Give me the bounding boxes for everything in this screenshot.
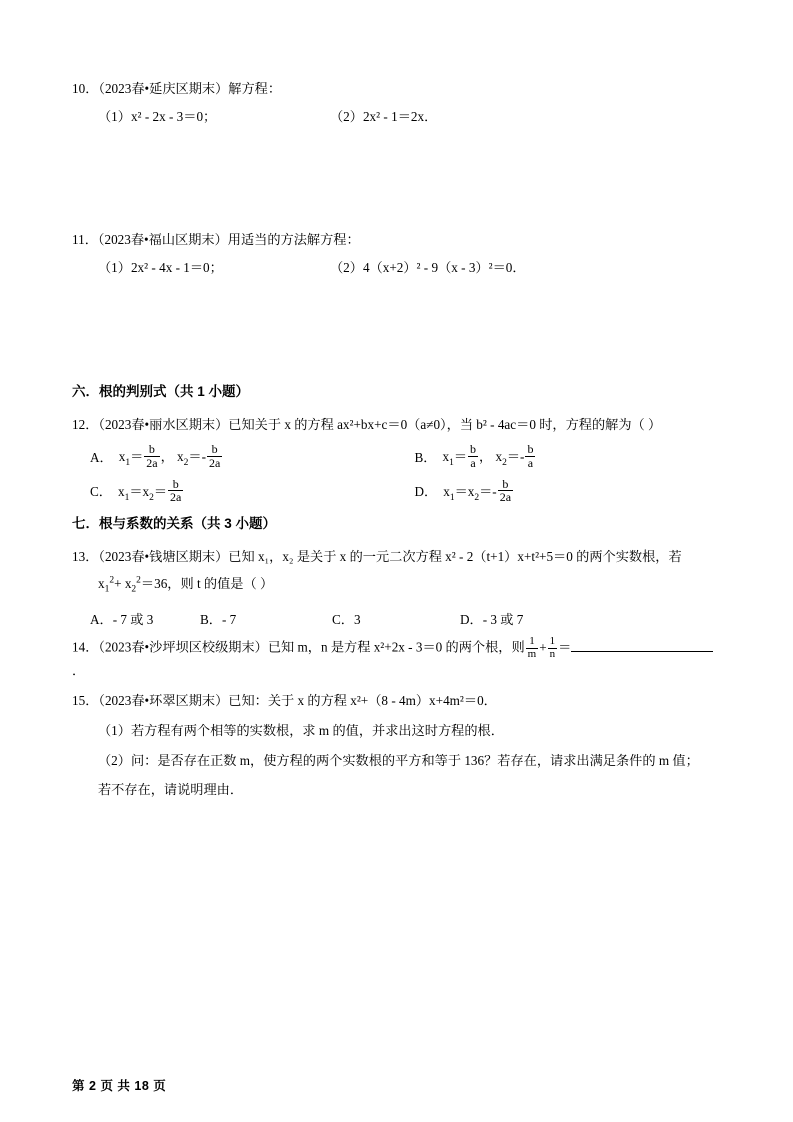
question-12-option-c-label: C． xyxy=(90,484,112,500)
question-14-number: 14． xyxy=(72,639,99,655)
footer-prefix: 第 xyxy=(72,1079,86,1093)
question-12-source: （2023春•丽水区期末） xyxy=(98,416,229,432)
question-13-option-d[interactable]: D．- 3 或 7 xyxy=(460,612,524,628)
footer-mid: 页 共 xyxy=(100,1079,131,1093)
question-13-line2-tail: ＝36，则 t 的值是（ ） xyxy=(140,575,274,591)
question-12-number: 12． xyxy=(72,416,99,432)
section-heading-6: 六．根的判别式（共 1 小题） xyxy=(72,383,250,399)
section-heading-7: 七．根与系数的关系（共 3 小题） xyxy=(72,515,277,531)
question-11-source: （2023春•福山区期末） xyxy=(97,231,228,247)
footer-total-pages: 18 xyxy=(134,1079,150,1093)
question-15-sub2-line1: （2）问：是否存在正数 m，使方程的两个实数根的平方和等于 136？若存在，请求出满足条件的 m 值； xyxy=(98,752,699,768)
question-15-source: （2023春•环翠区期末） xyxy=(98,693,229,709)
question-14-source: （2023春•沙坪坝区校级期末） xyxy=(98,639,268,655)
question-14-expression: $\frac{1}{m}$ + $\frac{1}{n}$ xyxy=(527,635,556,660)
question-15-sub1: （1）若方程有两个相等的实数根，求 m 的值，并求出这时方程的根． xyxy=(98,722,504,738)
answer-space-11 xyxy=(72,276,721,380)
question-14-text: 已知 m，n 是方程 x²+2x - 3＝0 的两个根，则 xyxy=(267,639,525,655)
question-13-option-b[interactable]: B．- 7 xyxy=(200,612,237,628)
question-12-option-a[interactable] xyxy=(72,443,397,469)
question-14-text-tail: ＝ xyxy=(558,639,572,655)
question-12-option-b[interactable] xyxy=(397,443,722,469)
question-13-options xyxy=(72,609,721,628)
footer-page-number: 2 xyxy=(89,1079,97,1093)
question-11-subparts xyxy=(72,257,721,276)
question-10-text: 解方程： xyxy=(228,81,282,96)
answer-space-10 xyxy=(72,125,721,229)
question-10-source: （2023春•延庆区期末） xyxy=(98,81,229,96)
question-12-option-a-label: A． xyxy=(90,449,113,465)
question-13-line2 xyxy=(72,568,721,600)
question-10 xyxy=(72,78,721,100)
question-12-option-d[interactable] xyxy=(397,478,722,504)
question-11 xyxy=(72,229,721,251)
question-13-text: 已知 x₁，x₂ 是关于 x 的一元二次方程 x² - 2（t+1）x+t²+5＝0 的两个实数根，若 xyxy=(228,548,682,564)
question-12-option-a-expr: $x_1=$ $\frac{b}{2a}$ ， $x_2=-$ $\frac{b}{2a}$ xyxy=(118,442,221,470)
question-12-option-c-expr: $x_1=x_2=$ $\frac{b}{2a}$ xyxy=(117,476,182,505)
question-11-text: 用适当的方法解方程： xyxy=(227,231,360,247)
question-13-expression: $x_1^2+ x_2^2$ xyxy=(98,575,141,595)
question-11-sub1: （1）2x² - 4x - 1＝0； xyxy=(98,259,223,275)
question-10-subparts xyxy=(72,106,721,125)
question-12-options-row-1 xyxy=(72,443,721,469)
question-12-options-row-2 xyxy=(72,478,721,504)
question-12-option-d-label: D． xyxy=(414,484,438,500)
question-13-source: （2023春•钱塘区期末） xyxy=(98,548,229,564)
question-12-option-d-expr: $x_1=x_2=-$ $\frac{b}{2a}$ xyxy=(443,476,512,505)
question-11-number: 11． xyxy=(72,231,98,247)
question-14 xyxy=(72,636,721,682)
question-12-option-b-label: B． xyxy=(414,449,437,465)
question-12-text: 已知关于 x 的方程 ax²+bx+c＝0（a≠0），当 b² - 4ac＝0 时，方程的解为（ ） xyxy=(228,416,662,432)
question-15-sub2-line2: 若不存在，请说明理由． xyxy=(98,782,244,798)
question-13-option-c[interactable]: C．3 xyxy=(332,612,361,628)
question-13-number: 13． xyxy=(72,548,99,564)
question-11-sub2: （2）4（x+2）² - 9（x - 3）²＝0． xyxy=(330,259,526,275)
question-12-option-c[interactable] xyxy=(72,478,397,504)
question-10-sub1: （1）x² - 2x - 3＝0； xyxy=(98,108,217,124)
question-15 xyxy=(72,690,721,712)
question-12-option-b-expr: $x_1=$ $\frac{b}{a}$ ， $x_2=-$ $\frac{b}{a}$ xyxy=(442,442,534,470)
question-14-end: ． xyxy=(72,663,86,679)
question-13 xyxy=(72,546,721,568)
question-15-number: 15． xyxy=(72,693,99,709)
page-footer xyxy=(72,1076,166,1094)
question-15-text: 已知：关于 x 的方程 x²+（8 - 4m）x+4m²＝0． xyxy=(228,693,497,709)
question-12 xyxy=(72,414,721,436)
question-10-sub2: （2）2x² - 1＝2x． xyxy=(330,108,438,124)
question-10-number: 10． xyxy=(72,81,99,96)
question-13-option-a[interactable]: A．- 7 或 3 xyxy=(90,612,154,628)
footer-suffix: 页 xyxy=(153,1079,167,1093)
question-14-answer-blank[interactable] xyxy=(571,638,713,652)
